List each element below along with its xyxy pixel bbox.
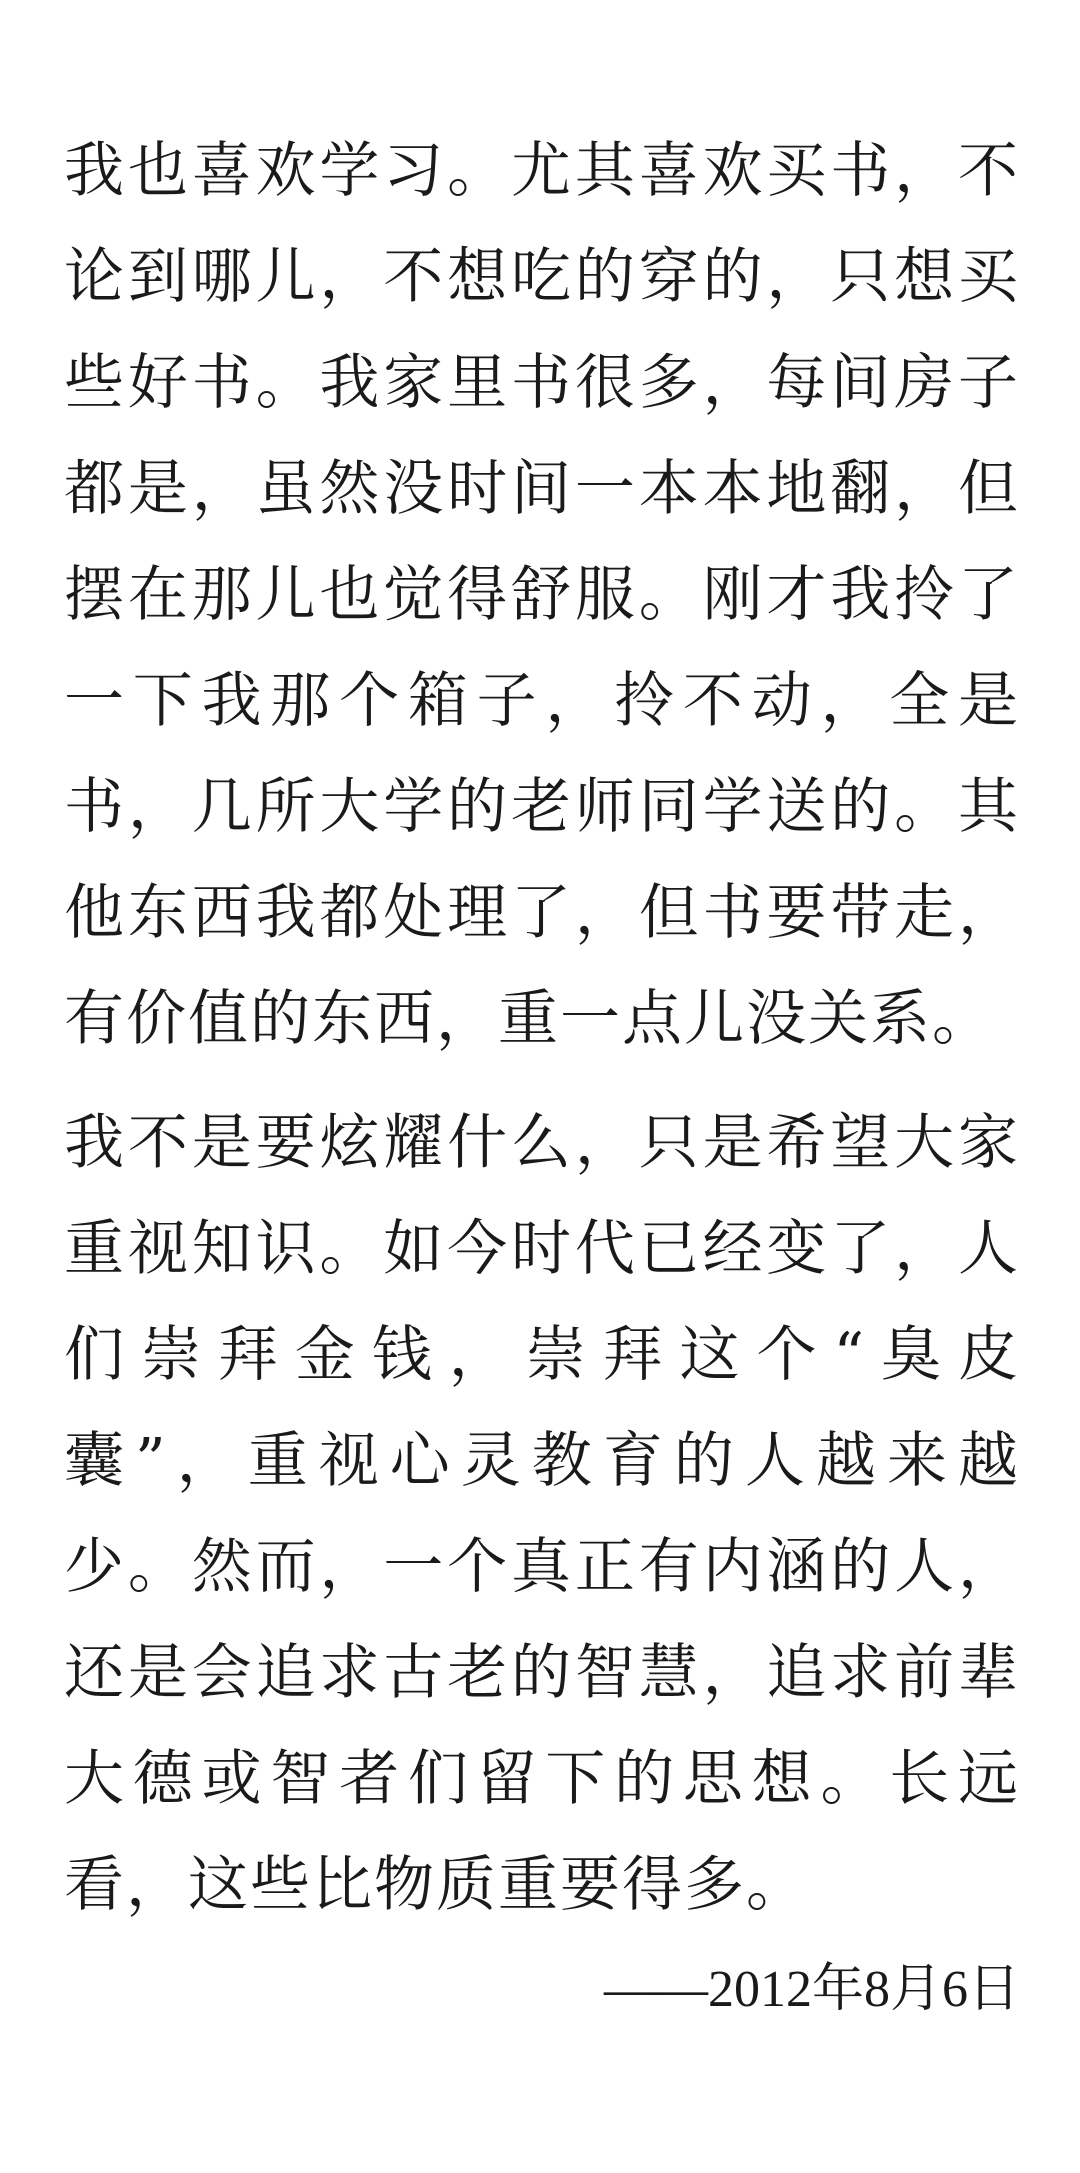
text-line: 们崇拜金钱，崇拜这个“臭皮 — [64, 1320, 1020, 1390]
text-line: 囊”，重视心灵教育的人越来越 — [64, 1426, 1020, 1496]
text-line: 摆在那儿也觉得舒服。刚才我拎了 — [64, 560, 1020, 630]
text-line: 少。然而，一个真正有内涵的人， — [64, 1532, 1020, 1602]
text-line: 一下我那个箱子，拎不动，全是 — [64, 666, 1020, 736]
paragraph-1 — [64, 118, 1020, 1072]
text-line: 书，几所大学的老师同学送的。其 — [64, 772, 1020, 842]
text-line: 我也喜欢学习。尤其喜欢买书，不 — [64, 136, 1020, 206]
text-line: 都是，虽然没时间一本本地翻，但 — [64, 454, 1020, 524]
paragraph-2 — [64, 1090, 1020, 1938]
article-body — [64, 118, 1020, 1938]
text-line: 看，这些比物质重要得多。 — [64, 1850, 808, 1920]
text-line: 他东西我都处理了，但书要带走， — [64, 878, 1020, 948]
text-line: 重视知识。如今时代已经变了，人 — [64, 1214, 1020, 1284]
text-line: 还是会追求古老的智慧，追求前辈 — [64, 1638, 1020, 1708]
date-line: ——2012年8月6日 — [603, 1961, 1020, 2018]
text-line: 论到哪儿，不想吃的穿的，只想买 — [64, 242, 1020, 312]
text-line: 有价值的东西，重一点儿没关系。 — [64, 984, 994, 1054]
text-line: 大德或智者们留下的思想。长远 — [64, 1744, 1020, 1814]
text-line: 我不是要炫耀什么，只是希望大家 — [64, 1108, 1020, 1178]
text-line: 些好书。我家里书很多，每间房子 — [64, 348, 1020, 418]
